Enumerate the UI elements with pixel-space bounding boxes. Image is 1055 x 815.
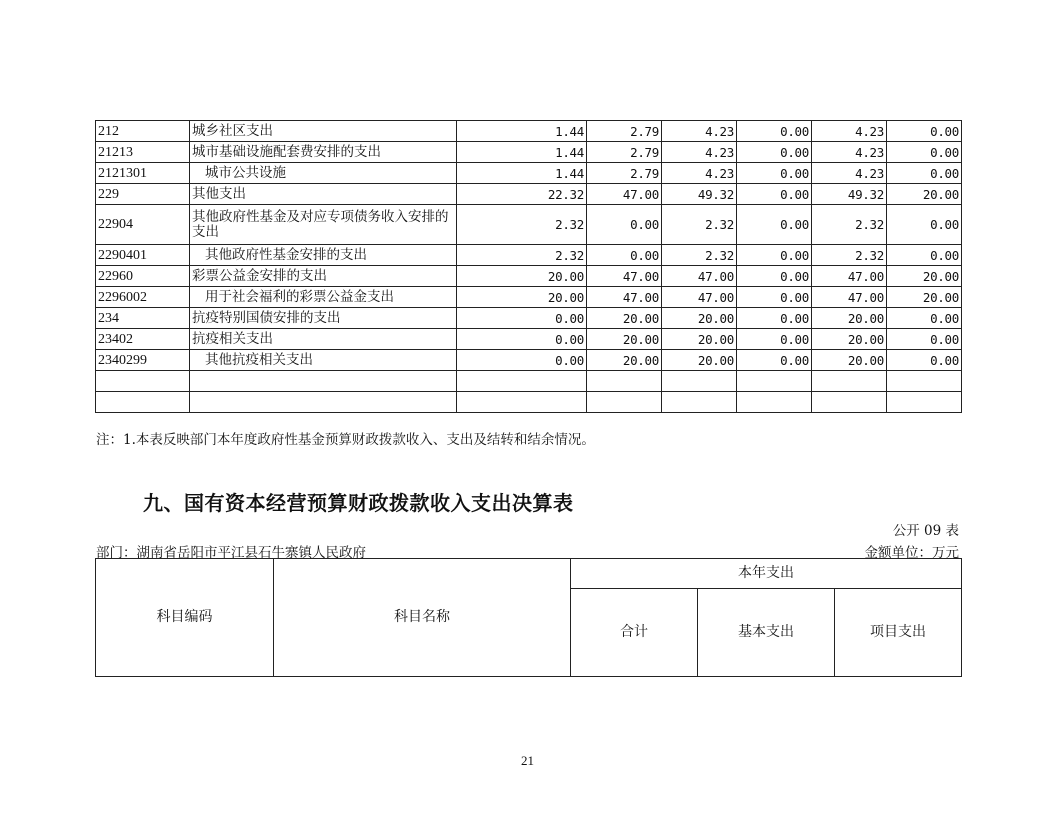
amount-cell bbox=[737, 371, 812, 392]
subject-code-cell: 22904 bbox=[96, 205, 190, 245]
amount-cell: 0.00 bbox=[887, 245, 962, 266]
capital-budget-table bbox=[95, 558, 962, 677]
amount-cell: 0.00 bbox=[587, 205, 662, 245]
amount-cell: 47.00 bbox=[662, 287, 737, 308]
amount-cell: 0.00 bbox=[887, 121, 962, 142]
amount-cell: 20.00 bbox=[812, 329, 887, 350]
subject-code-cell: 229 bbox=[96, 184, 190, 205]
subject-name-cell: 抗疫特别国债安排的支出 bbox=[190, 308, 457, 329]
amount-cell: 20.00 bbox=[887, 287, 962, 308]
amount-cell bbox=[457, 371, 587, 392]
amount-cell bbox=[887, 371, 962, 392]
subject-name-cell: 城市基础设施配套费安排的支出 bbox=[190, 142, 457, 163]
subject-code-cell: 234 bbox=[96, 308, 190, 329]
subject-name-cell: 用于社会福利的彩票公益金支出 bbox=[190, 287, 457, 308]
amount-cell: 20.00 bbox=[662, 308, 737, 329]
amount-cell: 20.00 bbox=[587, 329, 662, 350]
header-basic-expenditure: 基本支出 bbox=[698, 589, 835, 677]
amount-cell: 0.00 bbox=[737, 121, 812, 142]
amount-cell: 0.00 bbox=[737, 142, 812, 163]
capital-header-row-1 bbox=[96, 559, 962, 589]
amount-cell: 0.00 bbox=[457, 329, 587, 350]
header-subject-name: 科目名称 bbox=[274, 559, 571, 677]
fund-budget-table bbox=[95, 120, 962, 413]
subject-code-cell: 2290401 bbox=[96, 245, 190, 266]
amount-cell: 0.00 bbox=[457, 350, 587, 371]
table-row bbox=[96, 371, 962, 392]
amount-cell: 0.00 bbox=[737, 184, 812, 205]
amount-cell: 1.44 bbox=[457, 142, 587, 163]
table-row bbox=[96, 142, 962, 163]
amount-cell: 1.44 bbox=[457, 121, 587, 142]
amount-cell: 47.00 bbox=[587, 184, 662, 205]
table-row bbox=[96, 184, 962, 205]
amount-cell: 47.00 bbox=[587, 266, 662, 287]
subject-name-cell: 其他支出 bbox=[190, 184, 457, 205]
amount-cell: 0.00 bbox=[737, 329, 812, 350]
amount-cell: 47.00 bbox=[587, 287, 662, 308]
amount-cell: 0.00 bbox=[457, 308, 587, 329]
amount-cell bbox=[812, 371, 887, 392]
subject-code-cell: 2121301 bbox=[96, 163, 190, 184]
subject-code-cell: 212 bbox=[96, 121, 190, 142]
subject-name-cell: 城乡社区支出 bbox=[190, 121, 457, 142]
amount-cell: 20.00 bbox=[887, 184, 962, 205]
amount-cell: 2.79 bbox=[587, 142, 662, 163]
amount-cell bbox=[887, 392, 962, 413]
amount-cell: 1.44 bbox=[457, 163, 587, 184]
subject-name-cell: 其他政府性基金安排的支出 bbox=[190, 245, 457, 266]
subject-code-cell bbox=[96, 371, 190, 392]
table-row bbox=[96, 308, 962, 329]
header-project-expenditure: 项目支出 bbox=[835, 589, 962, 677]
section-title: 九、国有资本经营预算财政拨款收入支出决算表 bbox=[143, 491, 574, 515]
amount-cell bbox=[587, 392, 662, 413]
amount-cell: 49.32 bbox=[812, 184, 887, 205]
amount-cell: 0.00 bbox=[887, 329, 962, 350]
amount-cell: 4.23 bbox=[812, 121, 887, 142]
amount-cell bbox=[737, 392, 812, 413]
table-row bbox=[96, 350, 962, 371]
table-row bbox=[96, 392, 962, 413]
table-row bbox=[96, 121, 962, 142]
subject-name-cell: 其他抗疫相关支出 bbox=[190, 350, 457, 371]
table-number: 公开 09 表 bbox=[892, 523, 959, 539]
amount-cell: 20.00 bbox=[812, 308, 887, 329]
amount-cell: 47.00 bbox=[812, 266, 887, 287]
amount-cell: 0.00 bbox=[887, 308, 962, 329]
subject-name-cell bbox=[190, 392, 457, 413]
department-label: 部门：湖南省岳阳市平江县石牛寨镇人民政府 bbox=[96, 545, 366, 561]
amount-cell: 0.00 bbox=[737, 205, 812, 245]
header-current-year-expenditure: 本年支出 bbox=[571, 559, 962, 589]
table-note: 注：1.本表反映部门本年度政府性基金预算财政拨款收入、支出及结转和结余情况。 bbox=[96, 432, 595, 448]
subject-code-cell: 21213 bbox=[96, 142, 190, 163]
subject-code-cell: 2296002 bbox=[96, 287, 190, 308]
fund-table-body bbox=[96, 121, 962, 413]
amount-cell: 2.32 bbox=[457, 245, 587, 266]
amount-cell: 0.00 bbox=[887, 142, 962, 163]
amount-cell: 0.00 bbox=[737, 245, 812, 266]
amount-cell: 0.00 bbox=[737, 308, 812, 329]
amount-cell: 2.32 bbox=[812, 205, 887, 245]
amount-cell bbox=[662, 392, 737, 413]
subject-name-cell bbox=[190, 371, 457, 392]
amount-cell: 0.00 bbox=[737, 350, 812, 371]
amount-cell: 0.00 bbox=[887, 350, 962, 371]
amount-cell: 4.23 bbox=[812, 142, 887, 163]
page-number: 21 bbox=[521, 753, 534, 768]
amount-cell bbox=[812, 392, 887, 413]
amount-cell: 0.00 bbox=[737, 266, 812, 287]
amount-cell bbox=[457, 392, 587, 413]
subject-code-cell: 22960 bbox=[96, 266, 190, 287]
amount-cell: 20.00 bbox=[887, 266, 962, 287]
amount-cell: 20.00 bbox=[587, 350, 662, 371]
table-row bbox=[96, 163, 962, 184]
amount-cell: 49.32 bbox=[662, 184, 737, 205]
amount-cell: 20.00 bbox=[662, 329, 737, 350]
amount-cell: 2.79 bbox=[587, 121, 662, 142]
amount-cell bbox=[587, 371, 662, 392]
amount-cell: 20.00 bbox=[662, 350, 737, 371]
amount-cell: 2.32 bbox=[812, 245, 887, 266]
subject-code-cell: 23402 bbox=[96, 329, 190, 350]
amount-cell: 4.23 bbox=[812, 163, 887, 184]
amount-cell: 4.23 bbox=[662, 142, 737, 163]
subject-name-cell: 抗疫相关支出 bbox=[190, 329, 457, 350]
table-row bbox=[96, 287, 962, 308]
amount-cell bbox=[662, 371, 737, 392]
amount-cell: 0.00 bbox=[887, 163, 962, 184]
amount-cell: 47.00 bbox=[662, 266, 737, 287]
amount-cell: 2.32 bbox=[457, 205, 587, 245]
subject-name-cell: 彩票公益金安排的支出 bbox=[190, 266, 457, 287]
amount-cell: 20.00 bbox=[457, 266, 587, 287]
table-row bbox=[96, 205, 962, 245]
header-total: 合计 bbox=[571, 589, 698, 677]
amount-cell: 4.23 bbox=[662, 163, 737, 184]
amount-unit-label: 金额单位：万元 bbox=[864, 545, 959, 561]
amount-cell: 0.00 bbox=[587, 245, 662, 266]
amount-cell: 20.00 bbox=[587, 308, 662, 329]
amount-cell: 0.00 bbox=[737, 287, 812, 308]
amount-cell: 20.00 bbox=[457, 287, 587, 308]
amount-cell: 0.00 bbox=[887, 205, 962, 245]
amount-cell: 0.00 bbox=[737, 163, 812, 184]
subject-code-cell bbox=[96, 392, 190, 413]
subject-name-cell: 城市公共设施 bbox=[190, 163, 457, 184]
header-subject-code: 科目编码 bbox=[96, 559, 274, 677]
amount-cell: 20.00 bbox=[812, 350, 887, 371]
subject-code-cell: 2340299 bbox=[96, 350, 190, 371]
amount-cell: 2.79 bbox=[587, 163, 662, 184]
amount-cell: 2.32 bbox=[662, 245, 737, 266]
subject-name-cell: 其他政府性基金及对应专项债务收入安排的支出 bbox=[190, 205, 457, 245]
amount-cell: 4.23 bbox=[662, 121, 737, 142]
table-row bbox=[96, 266, 962, 287]
amount-cell: 22.32 bbox=[457, 184, 587, 205]
amount-cell: 47.00 bbox=[812, 287, 887, 308]
amount-cell: 2.32 bbox=[662, 205, 737, 245]
table-row bbox=[96, 245, 962, 266]
table-row bbox=[96, 329, 962, 350]
